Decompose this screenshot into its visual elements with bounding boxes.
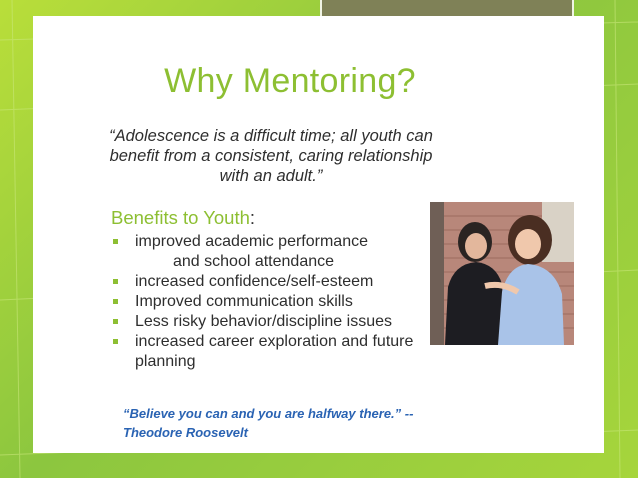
intro-quote: “Adolescence is a difficult time; all youth can benefit from a consistent, caring relationship with an adult.” [109,127,433,185]
benefits-heading-text: Benefits to Youth [111,207,250,228]
square-bullet-icon [113,299,118,304]
list-item [111,232,441,272]
list-item [111,292,441,312]
list-item-text: Less risky behavior/discipline issues [135,313,392,330]
list-item [111,272,441,292]
list-item-text: improved academic performance [135,233,368,250]
benefits-list [111,232,441,372]
list-item-text: Improved communication skills [135,293,353,310]
list-item [111,312,441,332]
mentor-photo [430,202,574,345]
square-bullet-icon [113,319,118,324]
closing-quote: “Believe you can and you are halfway there.” -- Theodore Roosevelt [123,406,414,440]
benefits-heading-colon: : [249,207,256,228]
slide-title: Why Mentoring? [164,62,416,100]
list-item [111,332,441,372]
list-item-text: increased career exploration and future planning [135,333,414,370]
square-bullet-icon [113,279,118,284]
square-bullet-icon [113,239,118,244]
list-item-continuation: and school attendance [173,253,335,270]
list-item-text: increased confidence/self-esteem [135,273,374,290]
square-bullet-icon [113,339,118,344]
benefits-heading [111,207,255,229]
